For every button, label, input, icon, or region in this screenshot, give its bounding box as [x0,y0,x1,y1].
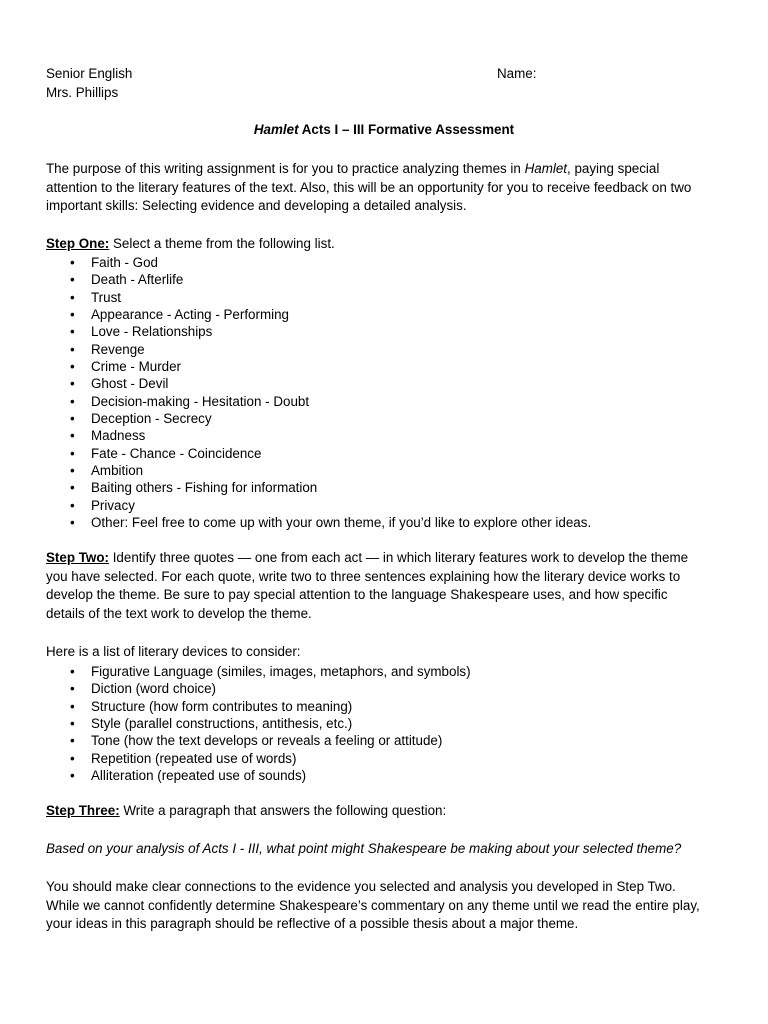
title-play-name: Hamlet [253,122,299,137]
theme-list-item: • Other: Feel free to come up with your own theme, if you’d like to explore other ideas. [70,514,591,531]
theme-list [70,254,591,532]
intro-line-1: The purpose of this writing assignment is for you to practice analyzing themes in Hamlet, paying special [46,161,660,176]
theme-list-item: • Trust [70,289,591,306]
device-list-item: • Style (parallel constructions, antithesis, etc.) [70,715,471,732]
title-rest: Acts I – III Formative Assessment [298,122,515,137]
device-list-item: • Diction (word choice) [70,680,471,697]
step-two-line-2: you have selected. For each quote, write two to three sentences explaining how the literary device works to [46,568,681,584]
intro-paragraph [46,160,736,216]
step-three-question: Based on your analysis of Acts I - III, what point might Shakespeare be making about your selected theme? [46,841,682,856]
theme-list-item: • Madness [70,427,591,444]
closing-line-1: You should make clear connections to the evidence you selected and analysis you developed in Step Two. [46,879,676,894]
step-two-line-4: details of the text work to develop the theme. [46,605,312,621]
device-list-item: • Structure (how form contributes to meaning) [70,698,471,715]
device-list-item: • Alliteration (repeated use of sounds) [70,767,471,784]
theme-list-item: • Death - Afterlife [70,271,591,288]
theme-list-item: • Baiting others - Fishing for information [70,479,591,496]
theme-list-item: • Privacy [70,497,591,514]
step-three-heading [46,802,736,821]
step-two-line-1: Step Two: Identify three quotes — one from each act — in which literary features work to develop the theme [46,550,689,565]
theme-list-item: • Love - Relationships [70,323,591,340]
intro-play-name: Hamlet [524,161,567,176]
device-list-item: • Tone (how the text develops or reveals a feeling or attitude) [70,732,471,749]
theme-list-item: • Ambition [70,462,591,479]
step-one-text: Select a theme from the following list. [109,236,335,251]
intro-line-2: attention to the literary features of the text. Also, this will be an opportunity for you to receive feedback on two [46,179,692,195]
device-list-item: • Figurative Language (similes, images, metaphors, and symbols) [70,663,471,680]
step-two-line-3: develop the theme. Be sure to pay special attention to the language Shakespeare uses, and how specific [46,587,668,602]
step-one-heading [46,235,736,254]
theme-list-item: • Decision-making - Hesitation - Doubt [70,393,591,410]
theme-list-item: • Deception - Secrecy [70,410,591,427]
step-three-text: Write a paragraph that answers the following question: [119,803,447,818]
step-one-label: Step One: [46,236,110,251]
theme-list-item: • Ghost - Devil [70,375,591,392]
page-title [0,121,768,140]
closing-paragraph [46,878,736,934]
theme-list-item: • Crime - Murder [70,358,591,375]
closing-line-2: While we cannot confidently determine Shakespeare’s commentary on any theme until we read the entire play, [46,897,700,913]
student-name-label: Name: [497,66,537,81]
theme-list-item: • Faith - God [70,254,591,271]
closing-line-3: your ideas in this paragraph should be reflective of a possible thesis about a major theme. [46,916,579,931]
theme-list-item: • Fate - Chance - Coincidence [70,445,591,462]
teacher-name: Mrs. Phillips [46,85,119,100]
theme-list-item: • Revenge [70,341,591,358]
device-list [70,663,471,784]
step-three-label: Step Three: [46,803,120,818]
device-list-item: • Repetition (repeated use of words) [70,750,471,767]
theme-list-item: • Appearance - Acting - Performing [70,306,591,323]
step-two-label: Step Two: [46,550,109,565]
devices-intro: Here is a list of literary devices to consider: [46,644,301,659]
step-two-paragraph [46,549,736,623]
intro-line-3: important skills: Selecting evidence and developing a detailed analysis. [46,198,467,213]
course-name: Senior English [46,66,133,81]
